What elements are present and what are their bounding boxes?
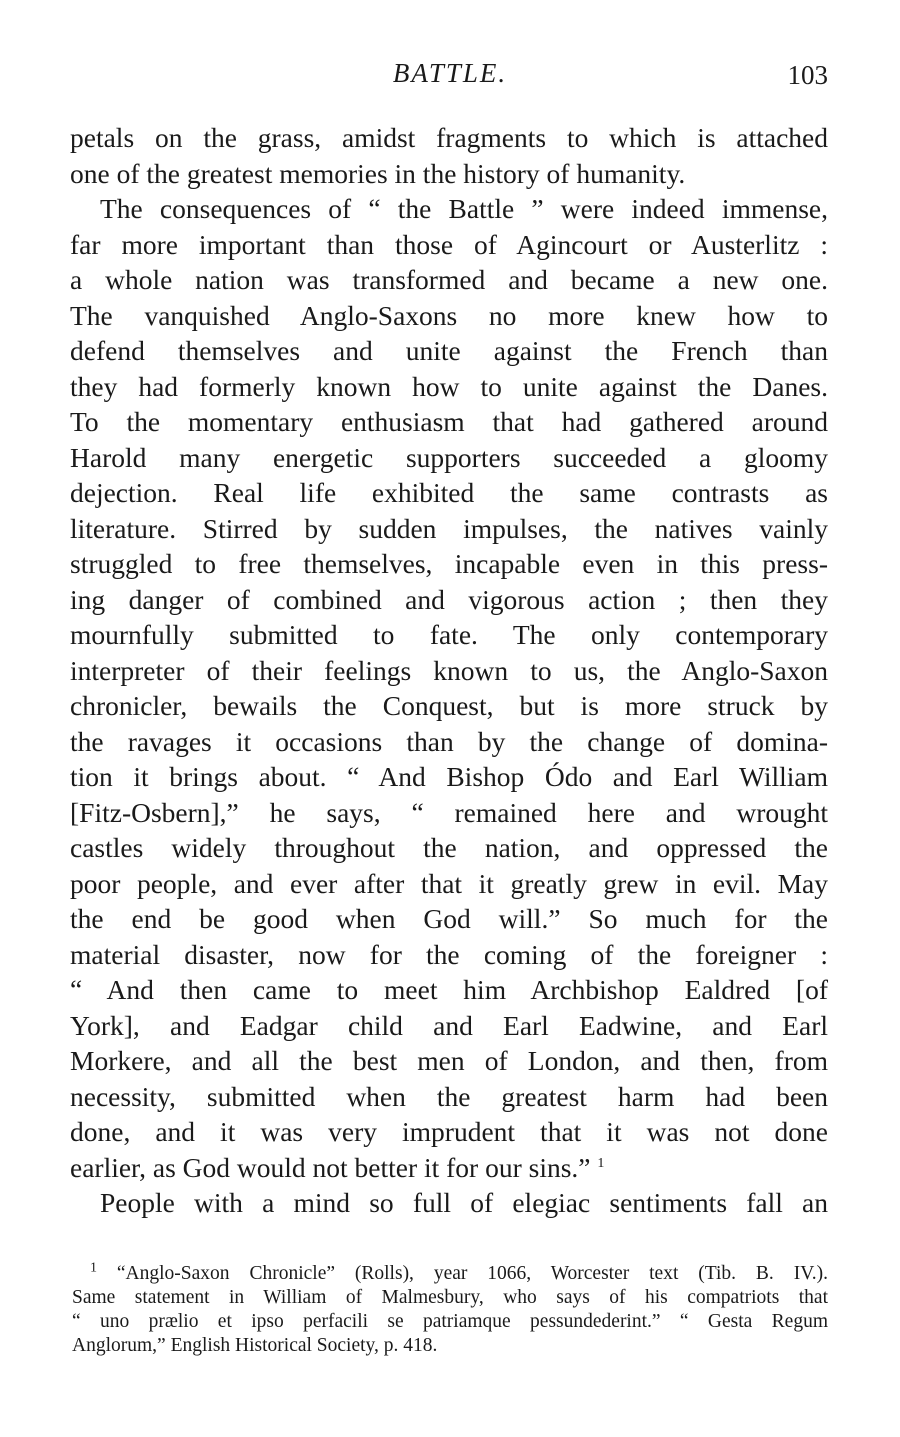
footnote-line: Anglorum,” English Historical Society, p. 418. [72,1335,438,1356]
running-title: BATTLE. [392,58,508,88]
text-line: chronicler, bewails the Conquest, but is more struck by [70,690,828,721]
text-line: interpreter of their feelings known to us, the Anglo-Saxon [70,654,828,686]
text-line: York], and Eadgar child and Earl Eadwine, and Earl [70,1009,828,1041]
text-line: they had formerly known how to unite against the Danes. [70,370,828,402]
text-line: dejection. Real life exhibited the same contrasts as [70,477,828,508]
page-header [70,58,830,98]
text-line: [Fitz-Osbern],” he says, “ remained here and wrought [70,796,828,828]
text-line: the end be good when God will.” So much for the [70,903,828,934]
footnote-line-content: “Anglo-Saxon Chronicle” (Rolls), year 1066, Worcester text (Tib. B. IV.). [116,1263,829,1284]
text-line: material disaster, now for the coming of the foreigner : [70,938,828,970]
footnote-line: Same statement in William of Malmesbury, who says of his compatriots that [72,1287,828,1308]
text-line: poor people, and ever after that it greatly grew in evil. May [70,867,828,899]
text-line: literature. Stirred by sudden impulses, the natives vainly [70,512,828,544]
text-line: done, and it was very imprudent that it was not done [70,1116,828,1147]
footnote-reference: 1 [597,1155,605,1171]
body-text [70,120,828,1221]
text-line: one of the greatest memories in the history of humanity. [70,157,686,189]
page-number: 103 [787,60,828,90]
footnotes [72,1262,828,1358]
footnote-line: “ uno prælio et ipso perfacili se patriamque pessundederint.” “ Gesta Regum [72,1311,828,1332]
text-line: the ravages it occasions than by the change of domina- [70,725,828,757]
text-line: Morkere, and all the best men of London, and then, from [70,1045,828,1076]
text-line: petals on the grass, amidst fragments to which is attached [70,122,828,153]
text-line: necessity, submitted when the greatest harm had been [70,1080,828,1112]
text-line: far more important than those of Agincourt or Austerlitz : [70,228,828,260]
text-line: The consequences of “ the Battle ” were indeed immense, [100,193,828,224]
text-line: mournfully submitted to fate. The only contemporary [70,619,828,650]
text-line: To the momentary enthusiasm that had gathered around [70,406,828,437]
footnote-marker: 1 [90,1260,97,1276]
text-line-content: earlier, as God would not better it for our sins.” [70,1151,591,1183]
text-line: Harold many energetic supporters succeeded a gloomy [70,441,828,473]
text-line: castles widely throughout the nation, and oppressed the [70,832,828,863]
text-line: ing danger of combined and vigorous action ; then they [70,583,828,615]
text-line: a whole nation was transformed and became a new one. [70,264,828,295]
text-line [70,1150,828,1186]
footnote-line [72,1262,828,1286]
text-line: tion it brings about. “ And Bishop Ódo and Earl William [70,761,828,792]
text-line: People with a mind so full of elegiac sentiments fall an [100,1187,828,1218]
text-line: struggled to free themselves, incapable even in this press- [70,548,828,579]
text-line: “ And then came to meet him Archbishop Ealdred [of [70,974,828,1005]
text-line: The vanquished Anglo-Saxons no more knew how to [70,299,828,331]
text-line: defend themselves and unite against the French than [70,335,828,366]
